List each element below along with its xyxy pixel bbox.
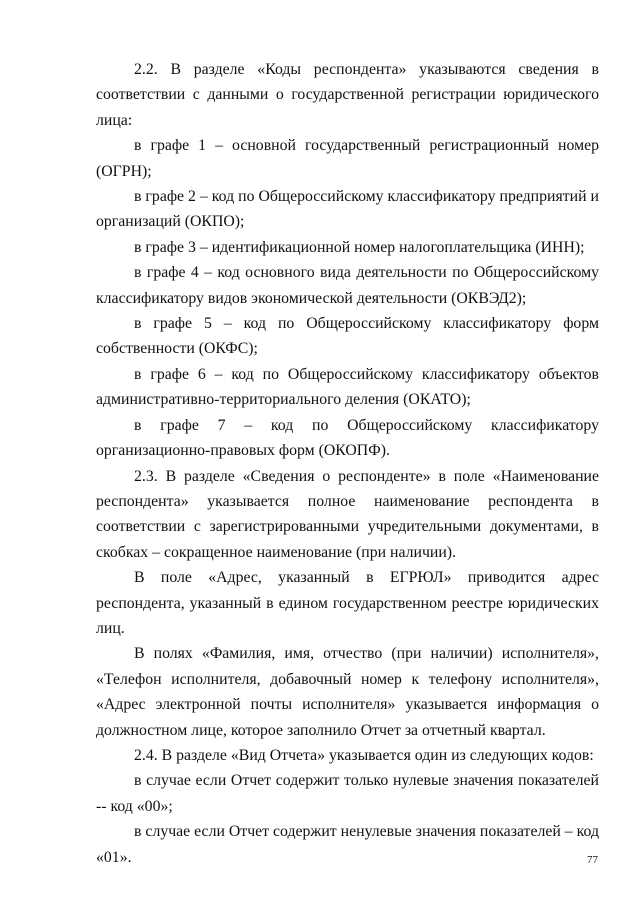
paragraph-code-00: в случае если Отчет содержит только нулевые значения показателей -- код «00»; [96, 772, 599, 815]
paragraph-column-3: в графе 3 – идентификационной номер налогоплательщика (ИНН); [134, 238, 585, 256]
paragraph-code-01: в случае если Отчет содержит ненулевые значения показателей – код «01». [96, 823, 599, 866]
body-text [96, 57, 599, 870]
paragraph-2-4-report-type: 2.4. В разделе «Вид Отчета» указывается один из следующих кодов: [134, 746, 594, 764]
paragraph-column-1: в графе 1 – основной государственный регистрационный номер (ОГРН); [96, 137, 599, 180]
paragraph-2-3-respondent: 2.3. В разделе «Сведения о респонденте» в поле «Наименование респондента» указывается полное наименование респондента в соответствии с зарегистрированными учредительными документами, в скобках – сокращенное наименование (при наличии). [96, 467, 599, 561]
paragraph-column-2: в графе 2 – код по Общероссийскому классификатору предприятий и организаций (ОКПО); [96, 188, 599, 231]
paragraph-address: В поле «Адрес, указанный в ЕГРЮЛ» приводится адрес респондента, указанный в едином государственном реестре юридических лиц. [96, 569, 599, 637]
paragraph-column-6: в графе 6 – код по Общероссийскому классификатору объектов административно-территориального деления (ОКАТО); [96, 365, 599, 409]
paragraph-column-4: в графе 4 – код основного вида деятельности по Общероссийскому классификатору видов экономической деятельности (ОКВЭД2); [96, 264, 599, 307]
paragraph-column-5: в графе 5 – код по Общероссийскому классификатору форм собственности (ОКФС); [96, 315, 599, 358]
page-number: 77 [587, 854, 598, 866]
paragraph-2-2-intro: 2.2. В разделе «Коды респондента» указываются сведения в соответствии с данными о государственной регистрации юридического лица: [96, 61, 599, 129]
paragraph-column-7: в графе 7 – код по Общероссийскому классификатору организационно-правовых форм (ОКОПФ). [96, 416, 599, 460]
paragraph-executor-fields: В полях «Фамилия, имя, отчество (при наличии) исполнителя», «Телефон исполнителя, добавочный номер к телефону исполнителя», «Адрес электронной почты исполнителя» указывается информация о должностном лице, которое заполнило Отчет за отчетный квартал. [96, 645, 599, 739]
